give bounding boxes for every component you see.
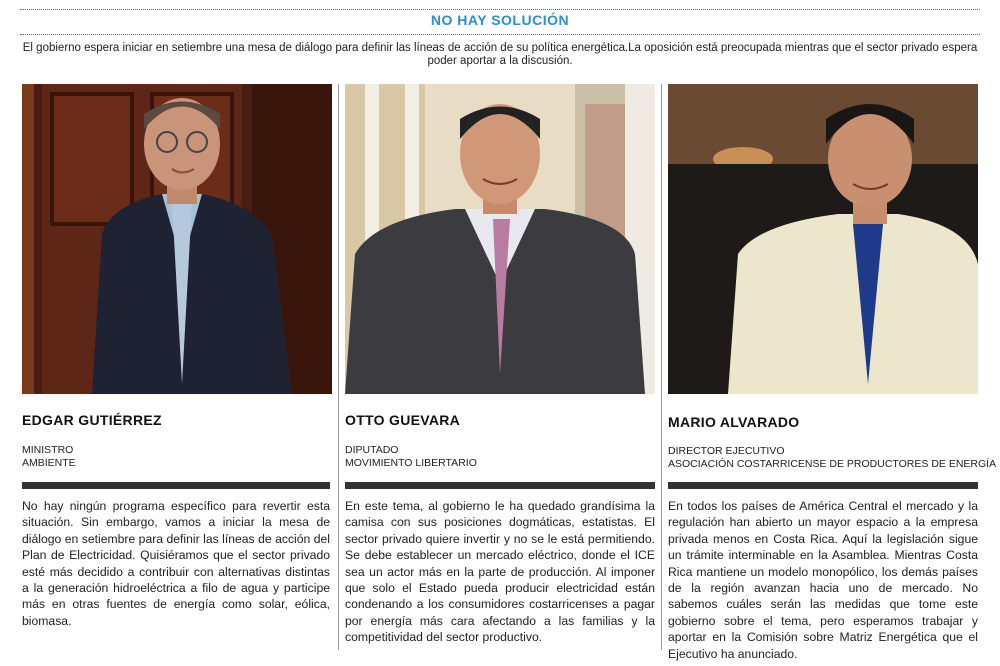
quote-text-1: No hay ningún programa específico para revertir esta situación. Sin embargo, vamos a iniciar la mesa de diálogo en setiembre para definir las líneas de acción del Plan de Electricidad. Quisiéramos que el sector privado esté más decidido a contribuir con alternativas distintas a la generación hidroeléctrica a filo de agua y participe más en otras fuentes de energía como solar, eólica, biomasa. xyxy=(22,499,330,628)
portrait-illustration-1 xyxy=(22,84,332,394)
person-name-1: EDGAR GUTIÉRREZ xyxy=(22,412,162,428)
person-role-2b: MOVIMIENTO LIBERTARIO xyxy=(345,457,477,469)
quote-text-2: En este tema, al gobierno le ha quedado grandísima la camisa con sus posiciones dogmáticas, estatistas. El sector privado quiere invertir y no se le está permitiendo. Se debe establecer un mercado eléctrico, donde el ICE sea un actor más en la parte de producción. Al imponer que solo el Estado pueda producir electricidad están condenando a los consumidores costarricenses a pagar por energía más cara afectando a las familias y la competitividad del sector productivo. xyxy=(345,499,655,645)
person-role-3b: ASOCIACIÓN COSTARRICENSE DE PRODUCTORES DE ENERGÍA xyxy=(668,458,997,470)
column-divider-2 xyxy=(661,84,662,650)
portrait-illustration-2 xyxy=(345,84,655,394)
portrait-illustration-3 xyxy=(668,84,978,394)
person-role-2a: DIPUTADO xyxy=(345,444,399,456)
person-role-1b: AMBIENTE xyxy=(22,457,76,469)
section-headline: NO HAY SOLUCIÓN xyxy=(430,12,570,28)
top-rule xyxy=(20,9,980,10)
person-name-3: MARIO ALVARADO xyxy=(668,414,800,430)
person-name-2: OTTO GUEVARA xyxy=(345,412,461,428)
person-role-3a: DIRECTOR EJECUTIVO xyxy=(668,445,785,457)
intro-text: El gobierno espera iniciar en setiembre una mesa de diálogo para definir las líneas de acción de su política energética.La oposición está preocupada mientras que el sector privado espera poder aportar a la discusión. xyxy=(22,42,978,67)
quote-bar-1 xyxy=(22,482,330,489)
person-role-1a: MINISTRO xyxy=(22,444,74,456)
quote-text-3: En todos los países de América Central el mercado y la regulación han abierto un mayor espacio a la empresa privada menos en Costa Rica. Aquí la legislación sigue un trámite interminable en la Asamblea. Mientras Costa Rica mantiene un modelo monopólico, los demás países de la región avanzan hacia uno de mercado. No sabemos cuáles serán las medidas que tome este gobierno sobre el tema, pero esperamos trabajar y aportar en la Comisión sobre Matriz Energética que el Ejecutivo ha anunciado. xyxy=(668,499,978,661)
quote-bar-2 xyxy=(345,482,655,489)
column-divider-1 xyxy=(338,84,339,650)
photo-edgar-gutierrez xyxy=(22,84,332,394)
headline-rule xyxy=(20,34,980,35)
quote-bar-3 xyxy=(668,482,978,489)
photo-otto-guevara xyxy=(345,84,655,394)
photo-mario-alvarado xyxy=(668,84,978,394)
